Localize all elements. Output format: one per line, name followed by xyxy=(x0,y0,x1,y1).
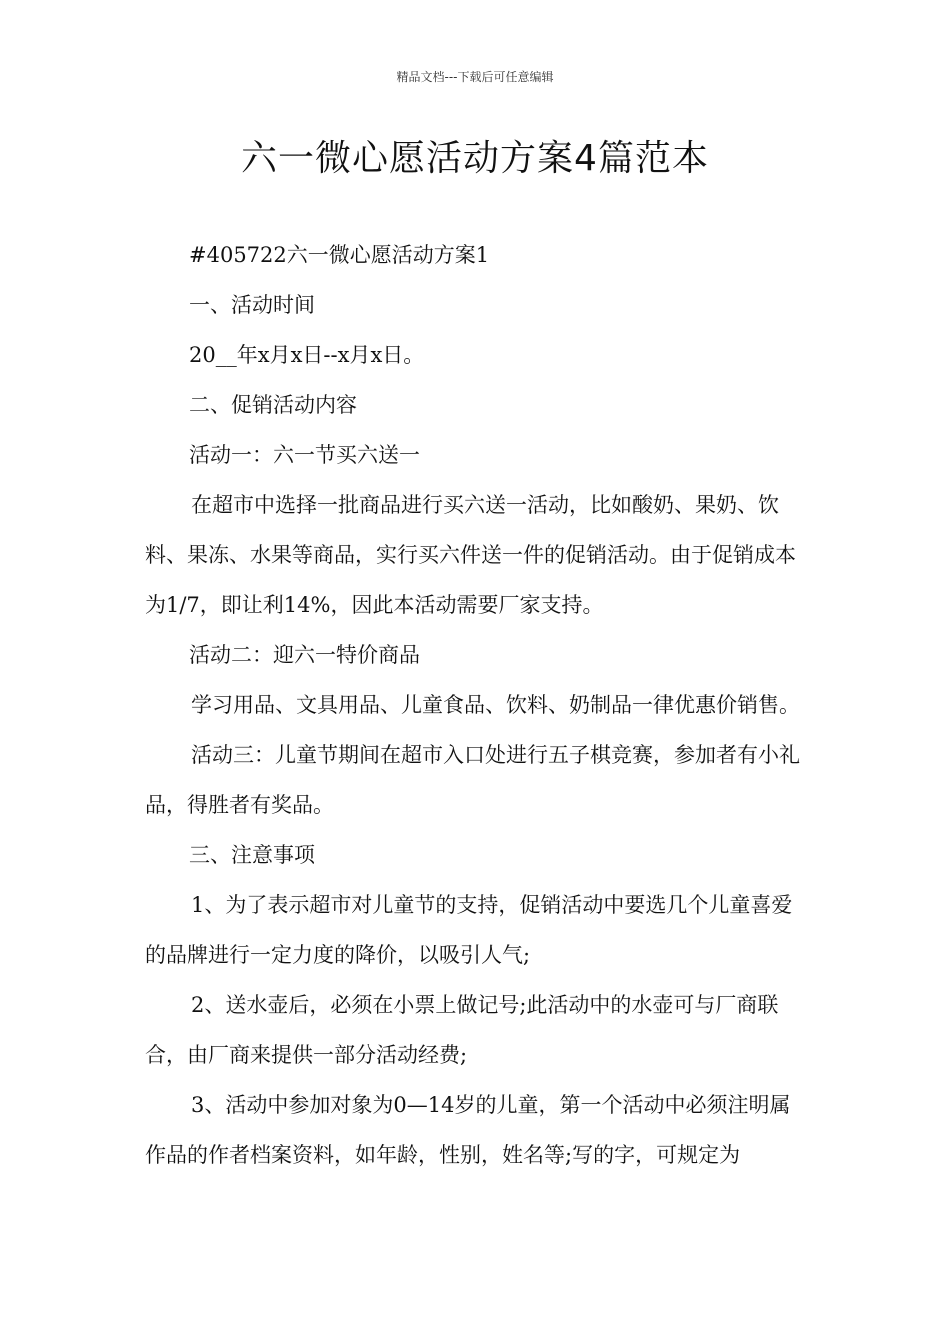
activity-one-heading: 活动一：六一节买六送一 xyxy=(189,443,420,467)
plan-heading: #405722六一微心愿活动方案1 xyxy=(189,243,490,267)
activity-date-text: 20__年x月x日--x月x日。 xyxy=(189,343,425,367)
section-heading-notes: 三、注意事项 xyxy=(189,843,315,867)
note-item-3: 3、活动中参加对象为0—14岁的儿童，第一个活动中必须注明属作品的作者档案资料，如年龄，性别，姓名等;写的字，可规定为 xyxy=(145,1093,791,1167)
activity-two-paragraph: 学习用品、文具用品、儿童食品、饮料、奶制品一律优惠价销售。 xyxy=(191,693,800,717)
activity-one-paragraph: 在超市中选择一批商品进行买六送一活动，比如酸奶、果奶、饮料、果冻、水果等商品，实行买六件送一件的促销活动。由于促销成本为1/7，即让利14%，因此本活动需要厂家支持。 xyxy=(145,493,796,617)
page-header-note: 精品文档---下载后可任意编辑 xyxy=(396,70,554,84)
section-heading-time: 一、活动时间 xyxy=(189,293,315,317)
activity-two-heading: 活动二：迎六一特价商品 xyxy=(189,643,420,667)
document-body xyxy=(145,230,810,1180)
note-item-2: 2、送水壶后，必须在小票上做记号;此活动中的水壶可与厂商联合，由厂商来提供一部分活动经费; xyxy=(145,993,779,1067)
activity-three-paragraph: 活动三：儿童节期间在超市入口处进行五子棋竞赛，参加者有小礼品，得胜者有奖品。 xyxy=(145,743,800,817)
note-item-1: 1、为了表示超市对儿童节的支持，促销活动中要选几个儿童喜爱的品牌进行一定力度的降价，以吸引人气; xyxy=(145,893,793,967)
document-title: 六一微心愿活动方案4篇范本 xyxy=(241,138,709,179)
section-heading-content: 二、促销活动内容 xyxy=(189,393,357,417)
